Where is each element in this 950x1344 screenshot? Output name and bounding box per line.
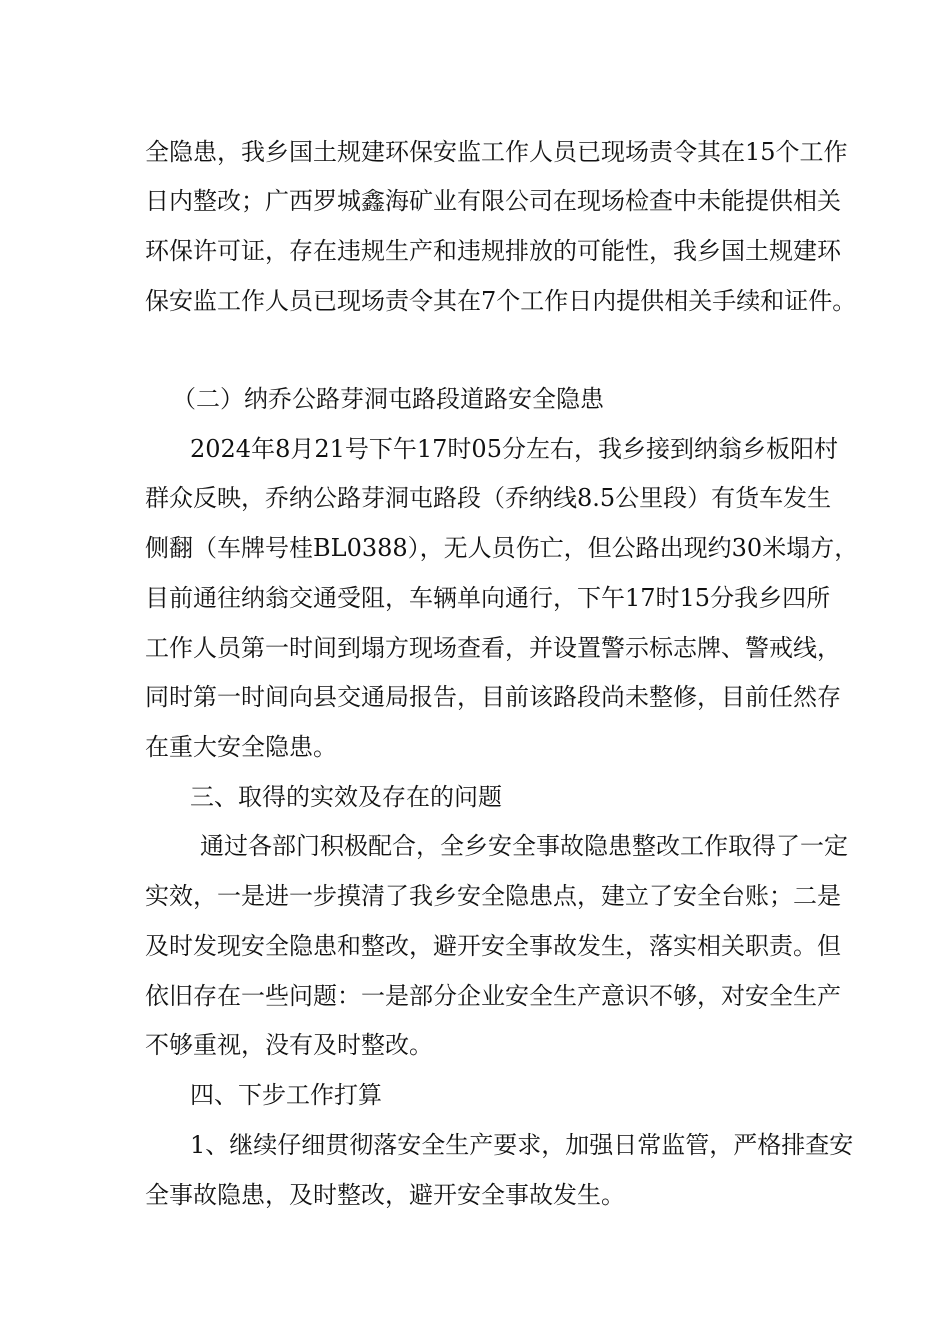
text-line: 通过各部门积极配合，全乡安全事故隐患整改工作取得了一定 xyxy=(200,832,848,860)
text-line: 实效，一是进一步摸清了我乡安全隐患点，建立了安全台账；二是 xyxy=(145,882,841,910)
text-line: 工作人员第一时间到塌方现场查看，并设置警示标志牌、警戒线， xyxy=(145,634,841,662)
text-line: 侧翻（车牌号桂BL0388），无人员伤亡，但公路出现约30米塌方， xyxy=(145,534,859,562)
text-line: 日内整改；广西罗城鑫海矿业有限公司在现场检查中未能提供相关 xyxy=(145,187,841,215)
text-line: 目前通往纳翁交通受阻，车辆单向通行，下午17时15分我乡四所 xyxy=(145,584,831,612)
text-line: 依旧存在一些问题：一是部分企业安全生产意识不够，对安全生产 xyxy=(145,982,841,1010)
text-line: 保安监工作人员已现场责令其在7个工作日内提供相关手续和证件。 xyxy=(145,287,857,315)
text-line: 群众反映，乔纳公路芽洞屯路段（乔纳线8.5公里段）有货车发生 xyxy=(145,484,832,512)
section-heading: 三、取得的实效及存在的问题 xyxy=(190,783,502,811)
section-heading: 四、下步工作打算 xyxy=(190,1081,382,1109)
text-line: 2024年8月21号下午17时05分左右，我乡接到纳翁乡板阳村 xyxy=(190,435,838,463)
text-line: 全隐患，我乡国土规建环保安监工作人员已现场责令其在15个工作 xyxy=(145,138,848,166)
text-line: 在重大安全隐患。 xyxy=(145,733,337,761)
text-line: 不够重视，没有及时整改。 xyxy=(145,1031,433,1059)
section-heading: （二）纳乔公路芽洞屯路段道路安全隐患 xyxy=(172,385,604,413)
text-line: 全事故隐患，及时整改，避开安全事故发生。 xyxy=(145,1181,625,1209)
text-line: 同时第一时间向县交通局报告，目前该路段尚未整修，目前任然存 xyxy=(145,683,841,711)
text-line: 及时发现安全隐患和整改，避开安全事故发生，落实相关职责。但 xyxy=(145,932,841,960)
text-line: 环保许可证，存在违规生产和违规排放的可能性，我乡国土规建环 xyxy=(145,237,841,265)
text-line: 1、继续仔细贯彻落安全生产要求，加强日常监管，严格排查安 xyxy=(190,1131,854,1159)
